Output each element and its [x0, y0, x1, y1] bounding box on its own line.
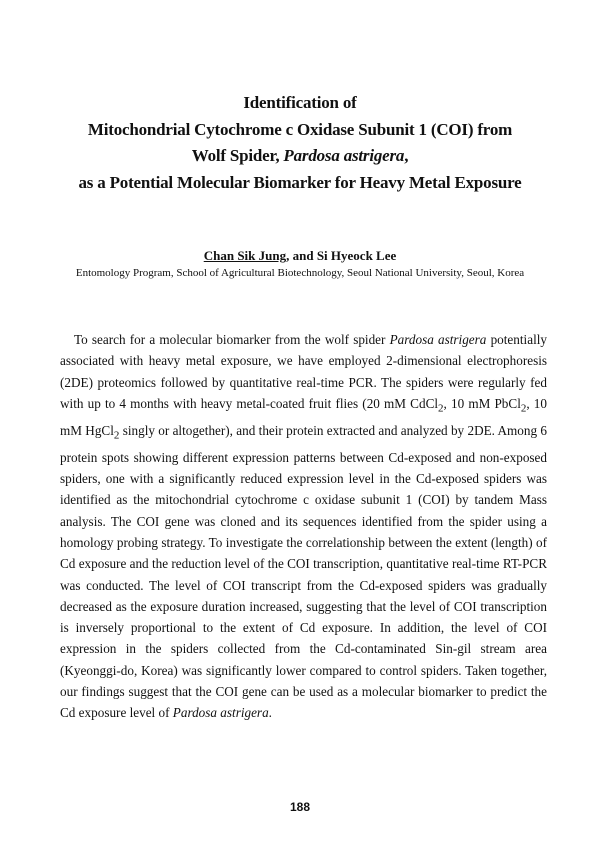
- presenting-author: Chan Sik Jung: [203, 248, 287, 263]
- page-number: 188: [289, 800, 311, 814]
- abstract-text-3: , 10 mM PbCl: [443, 395, 521, 411]
- author-list: [0, 248, 600, 264]
- title-line-3-suffix: ,: [404, 146, 409, 165]
- abstract-body: [60, 329, 547, 724]
- title-line-1: Identification of: [243, 93, 357, 112]
- abstract-text-4: , 10 mM HgCl: [60, 395, 547, 438]
- title-species-name: Pardosa astrigera: [283, 146, 405, 165]
- cdcl2-subscript: 2: [438, 402, 444, 415]
- abstract-text-1: To search for a molecular biomarker from the wolf spider: [74, 332, 390, 347]
- title-line-3-prefix: Wolf Spider,: [191, 146, 284, 165]
- author-separator: , and: [286, 248, 317, 263]
- abstract-text-5: singly or altogether), and their protein extracted and analyzed by 2DE. Among 6 protein spots showing different expression patterns between Cd-exposed and non-exposed spiders, one with a significantly reduced expression level in the Cd-exposed spiders was identified as the mitochondrial cytochrome c oxidase subunit 1 (COI) by tandem Mass analysis. The COI gene was cloned and its sequences identified from the spider using a homology probing strategy. To investigate the correlationship between the extent (length) of Cd exposure and the reduction level of the COI transcription, quantitative real-time RT-PCR was conducted. The level of COI transcript from the Cd-exposed spiders was gradually decreased as the exposure duration increased, suggesting that the level of COI transcription is inversely proportional to the extent of Cd exposure. In addition, the level of COI expression in the spiders collected from the Cd-contaminated Sin-gil stream area (Kyeonggi-do, Korea) was significantly lower compared to control spiders. Taken together, our findings suggest that the COI gene can be used as a molecular biomarker to predict the Cd exposure level of: [60, 422, 548, 721]
- abstract-species-1: Pardosa astrigera: [389, 332, 487, 347]
- hgcl2-subscript: 2: [113, 429, 120, 442]
- title-line-4: as a Potential Molecular Biomarker for Heavy Metal Exposure: [78, 172, 522, 192]
- affiliation: Entomology Program, School of Agricultural Biotechnology, Seoul National University, Seoul, Korea: [75, 267, 525, 279]
- abstract-paragraph: [60, 329, 547, 724]
- title-line-2: Mitochondrial Cytochrome c Oxidase Subunit 1 (COI) from: [87, 119, 513, 139]
- abstract-species-2: Pardosa astrigera: [172, 705, 269, 721]
- co-author: Si Hyeock Lee: [316, 248, 397, 263]
- abstract-text-2: potentially associated with heavy metal exposure, we have employed 2-dimensional electrophoresis (2DE) proteomics followed by quantitative real-time PCR. The spiders were regularly fed with up to 4 months with heavy metal-coated fruit flies (20 mM CdCl: [60, 332, 547, 411]
- paper-title: [0, 90, 600, 196]
- title-line-3: [0, 143, 600, 170]
- pbcl2-subscript: 2: [520, 402, 527, 415]
- abstract-text-6: .: [268, 705, 272, 721]
